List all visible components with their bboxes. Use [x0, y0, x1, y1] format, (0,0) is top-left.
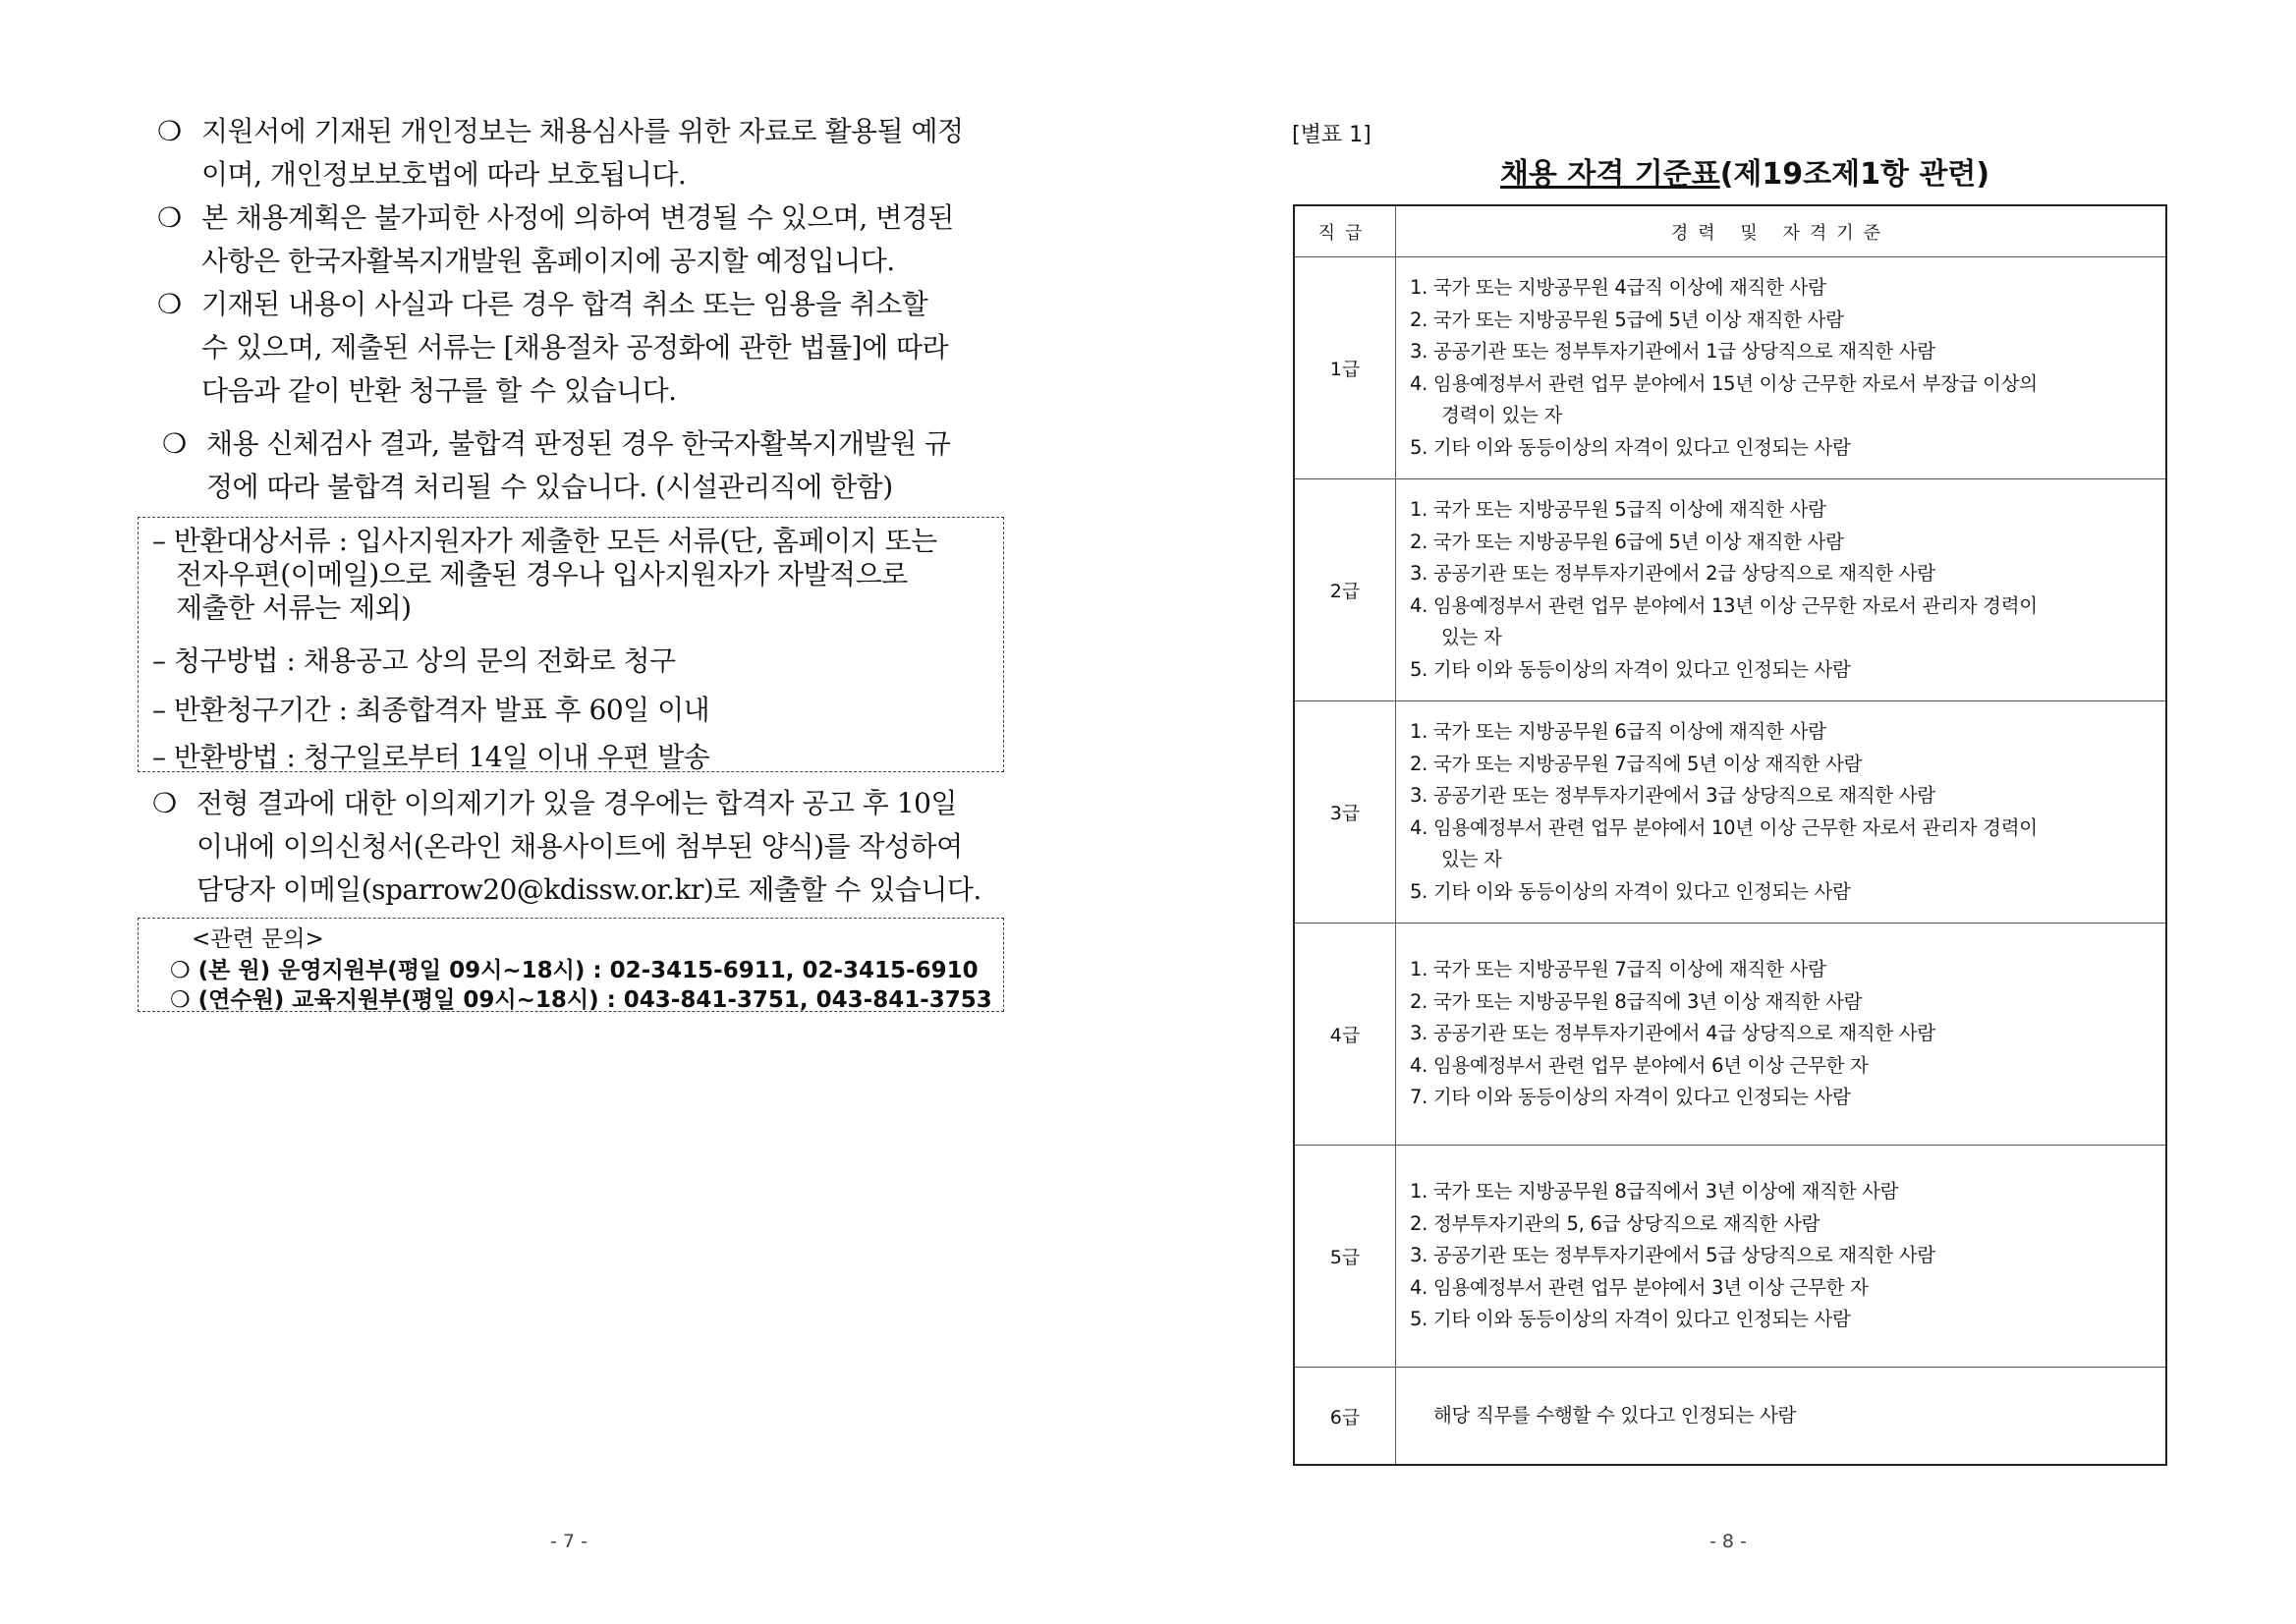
bullet-line: 수 있으며, 제출된 서류는 [채용절차 공정화에 관한 법률]에 따라: [201, 331, 949, 364]
criteria-cell: [1396, 479, 2165, 700]
criteria-item: 3. 공공기관 또는 정부투자기관에서 1급 상당직으로 재직한 사람: [1410, 340, 1935, 363]
criteria-item: 2. 국가 또는 지방공무원 6급에 5년 이상 재직한 사람: [1410, 530, 1844, 553]
table-row: [1295, 1146, 2165, 1368]
grade-cell: 2급: [1295, 479, 1396, 700]
grade-cell: 6급: [1295, 1368, 1396, 1464]
bullet-plan-change: [157, 196, 1022, 283]
criteria-cell: [1396, 257, 2165, 478]
bullet-line: 사항은 한국자활복지개발원 홈페이지에 공지할 예정입니다.: [201, 245, 895, 277]
contact-row-headquarters: ❍ (본 원) 운영지원부(평일 09시~18시) : 02-3415-6911, 02-3415-6910: [170, 958, 979, 983]
bullet-objection: [152, 782, 1017, 912]
criteria-item: 1. 국가 또는 지방공무원 4급직 이상에 재직한 사람: [1410, 276, 1826, 299]
bullet-line: 담당자 이메일(sparrow20@kdissw.or.kr)로 제출할 수 있습니다.: [196, 873, 981, 906]
criteria-item: 4. 임용예정부서 관련 업무 분야에서 13년 이상 근무한 자로서 관리자 경력이: [1410, 593, 2038, 617]
return-line: – 청구방법 : 채용공고 상의 문의 전화로 청구: [152, 644, 676, 677]
bullet-line: 기재된 내용이 사실과 다른 경우 합격 취소 또는 임용을 취소할: [201, 288, 928, 320]
bullet-line: 이며, 개인정보보호법에 따라 보호됩니다.: [201, 158, 687, 191]
page-8: [1148, 0, 2296, 1624]
header-grade: 직급: [1295, 206, 1396, 256]
page-number: - 8 -: [1709, 1531, 1747, 1552]
table-header-row: [1295, 206, 2165, 257]
bullet-mark: ❍: [157, 288, 182, 320]
criteria-item: 5. 기타 이와 동등이상의 자격이 있다고 인정되는 사람: [1410, 435, 1851, 459]
criteria-item: 2. 국가 또는 지방공무원 8급직에 3년 이상 재직한 사람: [1410, 989, 1863, 1013]
criteria-item: 5. 기타 이와 동등이상의 자격이 있다고 인정되는 사람: [1410, 1308, 1851, 1331]
criteria-item: 3. 공공기관 또는 정부투자기관에서 3급 상당직으로 재직한 사람: [1410, 784, 1935, 807]
criteria-item: 3. 공공기관 또는 정부투자기관에서 5급 상당직으로 재직한 사람: [1410, 1244, 1935, 1267]
bullet-privacy: [157, 110, 1022, 196]
return-info-box: [138, 517, 1004, 772]
criteria-item: 4. 임용예정부서 관련 업무 분야에서 10년 이상 근무한 자로서 관리자 경력이: [1410, 815, 2038, 839]
grade-cell: 4급: [1295, 924, 1396, 1145]
table-row: [1295, 479, 2165, 701]
criteria-item: 3. 공공기관 또는 정부투자기관에서 2급 상당직으로 재직한 사람: [1410, 562, 1935, 585]
page-number: - 7 -: [550, 1531, 588, 1552]
bullet-line: 다음과 같이 반환 청구를 할 수 있습니다.: [201, 374, 677, 407]
bullet-mark: ❍: [152, 787, 177, 819]
criteria-cell: [1396, 1146, 2165, 1367]
bullet-mark: ❍: [157, 115, 182, 147]
criteria-item: 1. 국가 또는 지방공무원 6급직 이상에 재직한 사람: [1410, 720, 1826, 743]
bullet-line: 본 채용계획은 불가피한 사정에 의하여 변경될 수 있으며, 변경된: [201, 201, 954, 234]
return-line: – 반환방법 : 청구일로부터 14일 이내 우편 발송: [152, 741, 710, 773]
bullet-health-check: [162, 422, 1027, 509]
grade-cell: 5급: [1295, 1146, 1396, 1367]
return-line: – 반환청구기간 : 최종합격자 발표 후 60일 이내: [152, 694, 710, 726]
bullet-mark: ❍: [157, 201, 182, 234]
table-title-reference: (제19조제1항 관련): [1719, 157, 1990, 192]
criteria-item: 4. 임용예정부서 관련 업무 분야에서 3년 이상 근무한 자: [1410, 1275, 1869, 1299]
contact-box: [138, 918, 1004, 1012]
bullet-line: 이내에 이의신청서(온라인 채용사이트에 첨부된 양식)를 작성하여: [196, 830, 963, 863]
qualification-table: [1293, 204, 2167, 1466]
criteria-item: 7. 기타 이와 동등이상의 자격이 있다고 인정되는 사람: [1410, 1086, 1851, 1109]
bullet-line: 정에 따라 불합격 처리될 수 있습니다. (시설관리직에 한함): [206, 471, 893, 503]
annex-label: [별표 1]: [1292, 123, 1372, 147]
criteria-item: 5. 기타 이와 동등이상의 자격이 있다고 인정되는 사람: [1410, 879, 1851, 903]
bullet-mark: ❍: [162, 427, 187, 460]
table-title: [1313, 149, 2177, 193]
criteria-item: 있는 자: [1441, 848, 1502, 870]
criteria-item: 2. 국가 또는 지방공무원 5급에 5년 이상 재직한 사람: [1410, 308, 1844, 331]
table-row: [1295, 1368, 2165, 1464]
criteria-item: 5. 기타 이와 동등이상의 자격이 있다고 인정되는 사람: [1410, 657, 1851, 681]
criteria-item: 1. 국가 또는 지방공무원 5급직 이상에 재직한 사람: [1410, 498, 1826, 521]
header-criteria: 경력 및 자격기준: [1670, 222, 1891, 244]
criteria-item: 2. 국가 또는 지방공무원 7급직에 5년 이상 재직한 사람: [1410, 752, 1863, 775]
criteria-cell: [1396, 1368, 2165, 1464]
criteria-item: 3. 공공기관 또는 정부투자기관에서 4급 상당직으로 재직한 사람: [1410, 1022, 1935, 1045]
criteria-item: 해당 직무를 수행할 수 있다고 인정되는 사람: [1433, 1403, 1797, 1427]
criteria-cell: [1396, 701, 2165, 923]
table-title-main: 채용 자격 기준표: [1499, 157, 1720, 192]
bullet-line: 채용 신체검사 결과, 불합격 판정된 경우 한국자활복지개발원 규: [206, 427, 951, 460]
criteria-item: 있는 자: [1441, 626, 1502, 648]
table-row: [1295, 701, 2165, 924]
criteria-item: 2. 정부투자기관의 5, 6급 상당직으로 재직한 사람: [1410, 1211, 1820, 1235]
contact-title: <관련 문의>: [192, 926, 324, 952]
grade-cell: 3급: [1295, 701, 1396, 923]
return-line: 제출한 서류는 제외): [176, 591, 412, 624]
criteria-item: 경력이 있는 자: [1441, 404, 1563, 426]
return-line: – 반환대상서류 : 입사지원자가 제출한 모든 서류(단, 홈페이지 또는: [152, 525, 937, 557]
criteria-item: 1. 국가 또는 지방공무원 7급직 이상에 재직한 사람: [1410, 958, 1826, 981]
contact-row-training-center: ❍ (연수원) 교육지원부(평일 09시~18시) : 043-841-3751, 043-841-3753: [170, 987, 992, 1013]
bullet-line: 지원서에 기재된 개인정보는 채용심사를 위한 자료로 활용될 예정: [201, 115, 964, 147]
table-row: [1295, 257, 2165, 479]
grade-cell: 1급: [1295, 257, 1396, 478]
return-line: 전자우편(이메일)으로 제출된 경우나 입사지원자가 자발적으로: [176, 558, 908, 590]
criteria-cell: [1396, 924, 2165, 1145]
bullet-line: 전형 결과에 대한 이의제기가 있을 경우에는 합격자 공고 후 10일: [196, 787, 957, 819]
table-row: [1295, 924, 2165, 1146]
bullet-false-info: [157, 283, 1022, 413]
criteria-item: 1. 국가 또는 지방공무원 8급직에서 3년 이상에 재직한 사람: [1410, 1180, 1899, 1204]
criteria-item: 4. 임용예정부서 관련 업무 분야에서 6년 이상 근무한 자: [1410, 1053, 1869, 1077]
criteria-item: 4. 임용예정부서 관련 업무 분야에서 15년 이상 근무한 자로서 부장급 이상의: [1410, 371, 2038, 395]
